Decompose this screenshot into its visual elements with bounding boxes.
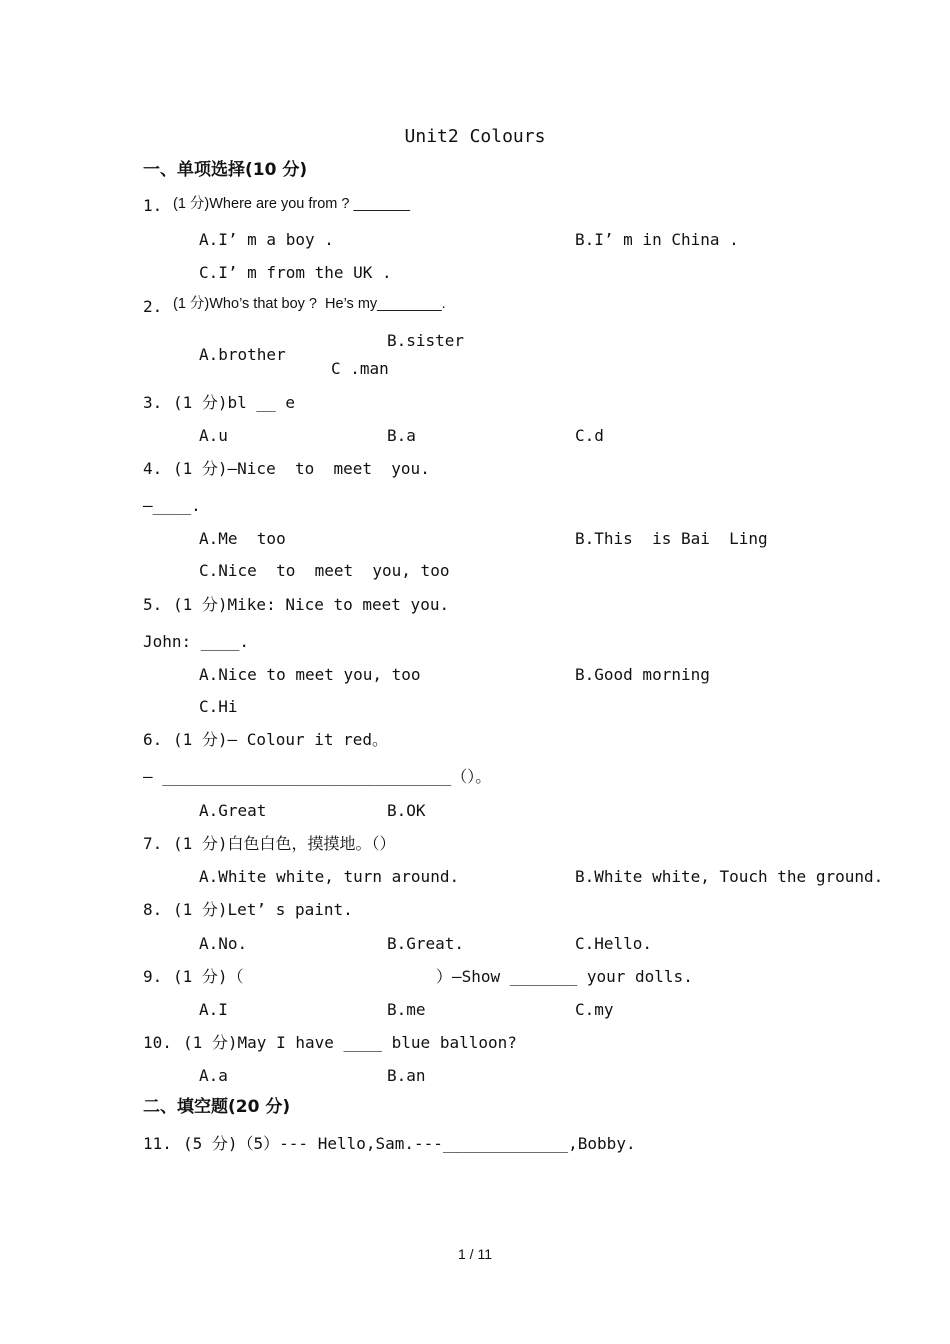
question-number: 11. [143,1134,172,1153]
question-stem-line2: —____. [143,496,201,515]
option-c: C.Hi [199,697,238,716]
option-a: A.Nice to meet you, too [199,665,421,684]
option-a: A.I’ m a boy . [199,230,334,249]
section-heading: 二、填空题(20 分) [143,1097,291,1117]
option-b: B.OK [387,801,426,820]
question-number: 2. [143,297,163,316]
option-a: A.Me too [199,529,286,548]
option-b: B.This is Bai Ling [575,529,768,548]
page-number: 1 / 11 [458,1246,492,1262]
question-stem-line2: — ______________________________（）。 [143,767,492,786]
question-stem-tail: ）—Show _______ your dolls. [436,967,693,986]
question-number: 9. [143,967,163,986]
option-c: C.my [575,1000,614,1019]
section-heading: 一、单项选择(10 分) [143,160,308,180]
question-number: 6. [143,730,163,749]
question-stem-line2: John: ____. [143,632,249,651]
option-a: A.u [199,426,228,445]
option-b: B.I’ m in China . [575,230,739,249]
question-stem: (1 分)Let’ s paint. [173,900,353,919]
question-stem: (1 分)Mike: Nice to meet you. [173,595,450,614]
question-number: 4. [143,459,163,478]
question-number: 3. [143,393,163,412]
question-stem: (1 分)bl __ e [173,393,295,412]
option-b: B.an [387,1066,426,1085]
option-b: B.Good morning [575,665,710,684]
option-b: B.a [387,426,416,445]
option-c: C.Nice to meet you, too [199,561,450,580]
option-a: A.No. [199,934,248,953]
question-number: 1. [143,196,163,215]
option-a: A.a [199,1066,228,1085]
question-number: 5. [143,595,163,614]
option-a: A.White white, turn around. [199,867,460,886]
option-c: C.Hello. [575,934,653,953]
question-number: 8. [143,900,163,919]
option-c: C.I’ m from the UK . [199,263,392,282]
question-stem: (1 分)— Colour it red。 [173,730,389,749]
option-b: B.White white, Touch the ground. [575,867,884,886]
option-a: A.Great [199,801,267,820]
question-stem: (1 分)Where are you from ? _______ [173,196,410,212]
option-a: A.I [199,1000,228,1019]
question-stem: (1 分)—Nice to meet you. [173,459,430,478]
option-c: C .man [331,359,389,378]
option-b: B.sister [387,331,465,350]
question-stem: (5 分)（5）--- Hello,Sam.---_____________,Bobby. [183,1134,636,1153]
question-stem: (1 分)Who’s that boy ? He’s my________. [173,296,446,312]
option-a: A.brother [199,345,286,364]
question-stem: (1 分)May I have ____ blue balloon? [183,1033,517,1052]
question-stem: (1 分)（ [173,967,244,986]
option-b: B.me [387,1000,426,1019]
page-title: Unit2 Colours [404,126,546,147]
question-number: 10. [143,1033,172,1052]
question-stem: (1 分)白色白色，摸摸地。（） [173,834,396,853]
question-number: 7. [143,834,163,853]
option-b: B.Great. [387,934,465,953]
option-c: C.d [575,426,604,445]
